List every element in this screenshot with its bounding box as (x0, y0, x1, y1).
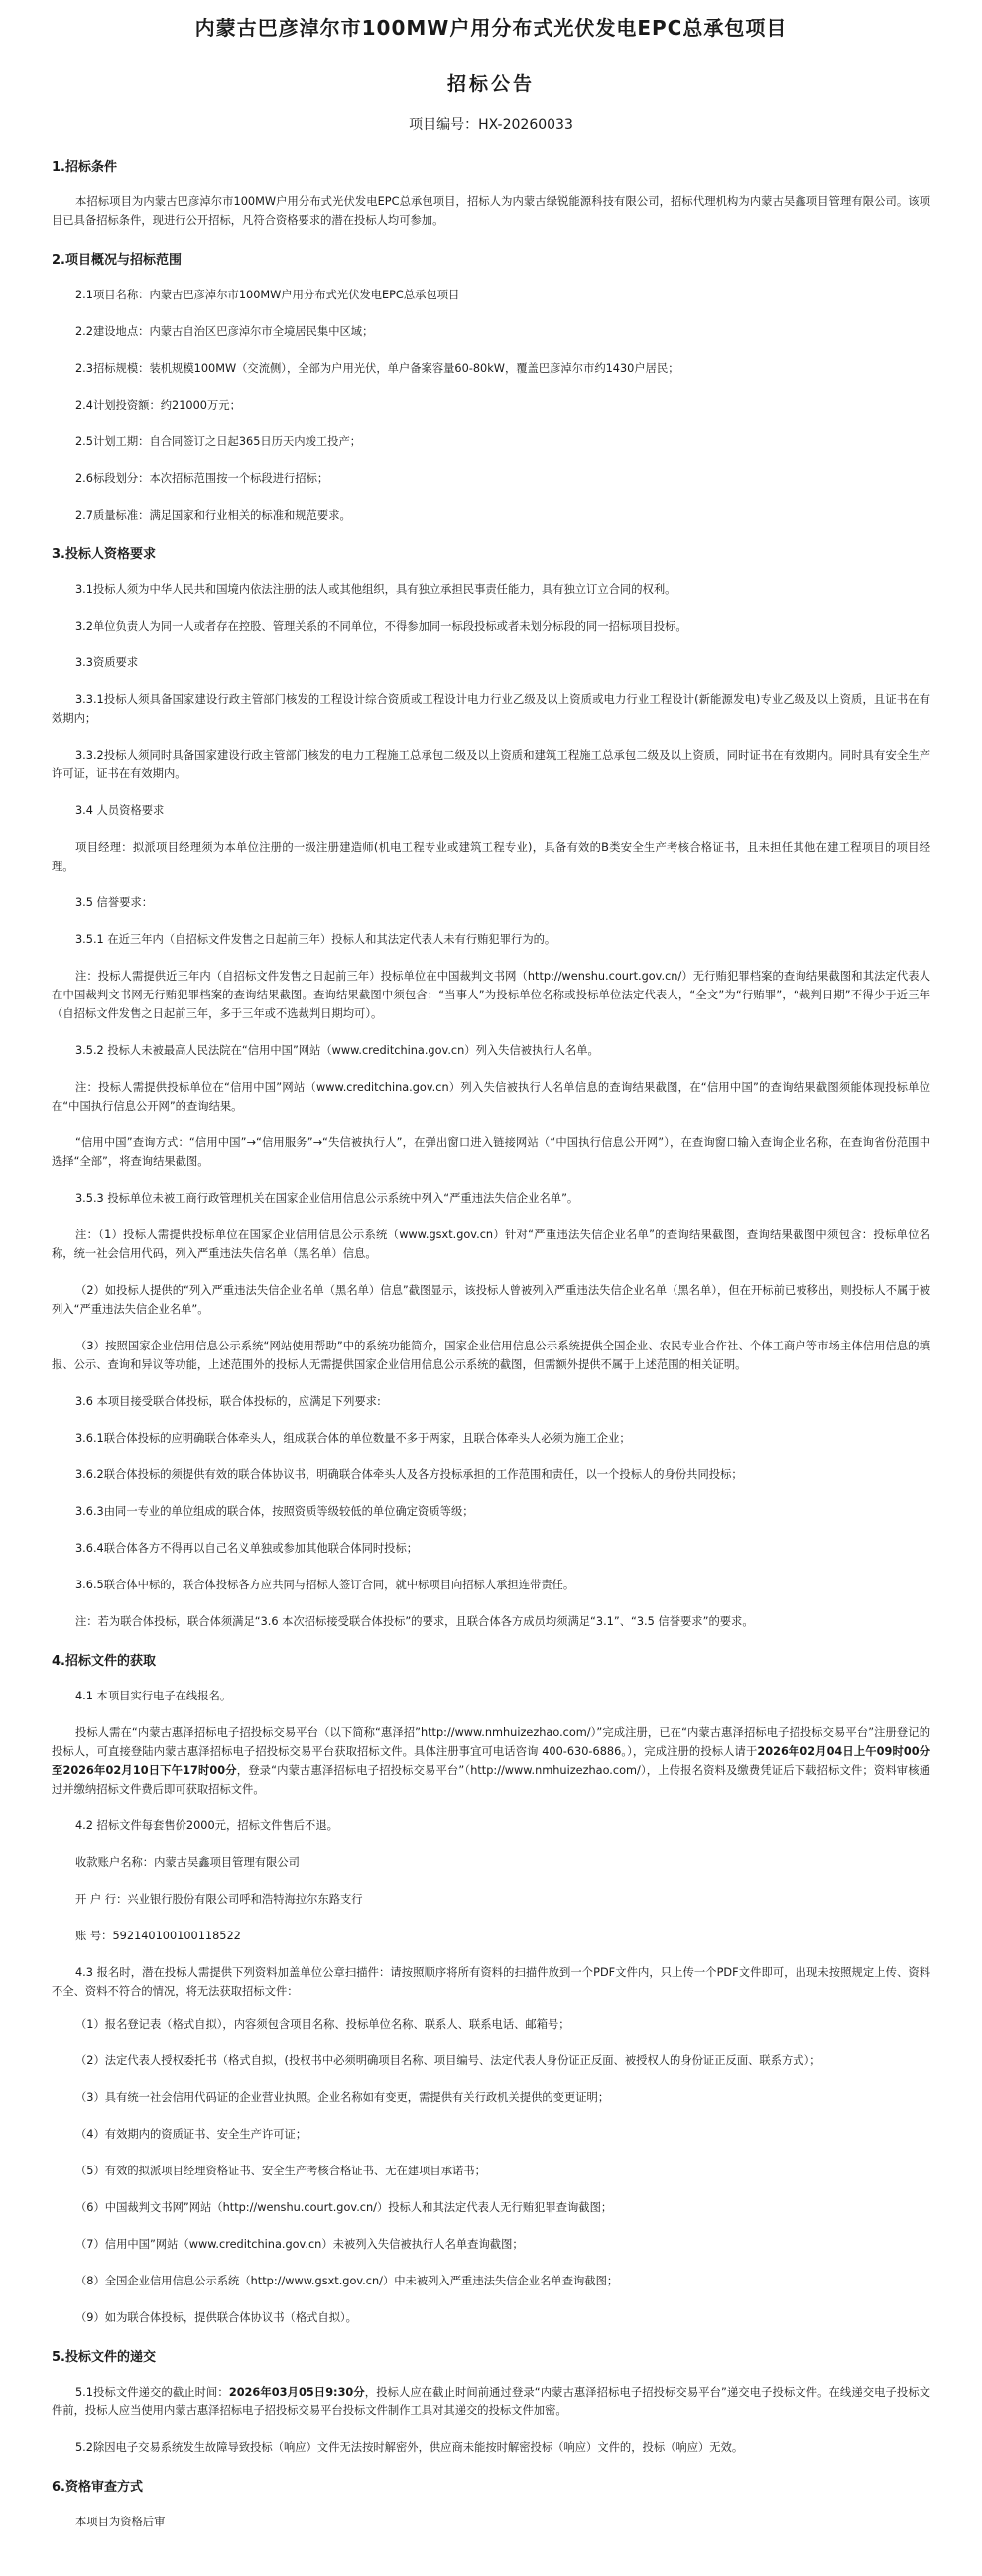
account-number: 账 号：592140100100118522 (75, 1930, 241, 1942)
item-2-1: 2.1项目名称：内蒙古巴彦淖尔市100MW户用分布式光伏发电EPC总承包项目 (75, 289, 460, 301)
item-3-3: 3.3资质要求 (75, 656, 139, 669)
item-3-4-text: 项目经理：拟派项目经理须为本单位注册的一级注册建造师(机电工程专业或建筑工程专业)，具备有效的B类安全生产考核合格证书，且未担任其他在建工程项目的项目经理。 (52, 841, 930, 873)
item-3-6: 3.6 本项目接受联合体投标，联合体投标的，应满足下列要求: (75, 1395, 381, 1408)
item-5-1-c: ，投标人应在截止时间前通过登录“内蒙古惠泽招标电子招投标交易平台”递交电子投标文件。在线递交电子投标文件前，投标人应当使用内蒙古惠泽招标电子招投标交易平台投标文件制作工具对其递交的投标文件加密。 (52, 2386, 931, 2417)
item-2-3: 2.3招标规模：装机规模100MW（交流侧），全部为户用光伏，单户备案容量60-80kW，覆盖巴彦淖尔市约1430户居民； (75, 362, 679, 375)
item-3-4: 3.4 人员资格要求 (75, 804, 165, 817)
item-3-5-1-note: 注：投标人需提供近三年内（自招标文件发售之日起前三年）投标单位在中国裁判文书网（http://wenshu.court.gov.cn/）无行贿犯罪档案的查询结果截图和其法定代表人在中国裁判文书网无行贿犯罪档案的查询结果截图。查询结果截图中须包含：“当事人”为投标单位名称或投标单位法定代表人，“全文”为“行贿罪”，“裁判日期”不得少于近三年（自招标文件发售之日起前三年，多于三年或不选裁判日期均可）。 (52, 970, 931, 1020)
list-item-5: （5）有效的拟派项目经理资格证书、安全生产考核合格证书、无在建项目承诺书； (75, 2165, 486, 2177)
section-6-heading: 6.资格审查方式 (52, 2480, 143, 2495)
section-1-heading: 1.招标条件 (52, 160, 117, 175)
document-subtitle: 招标公告 (446, 73, 535, 95)
item-3-3-2: 3.3.2投标人须同时具备国家建设行政主管部门核发的电力工程施工总承包二级及以上资质和建筑工程施工总承包二级及以上资质，同时证书在有效期内。同时具有安全生产许可证，证书在有效期内。 (52, 749, 930, 780)
account-bank: 开 户 行：兴业银行股份有限公司呼和浩特海拉尔东路支行 (75, 1893, 363, 1906)
item-4-1: 4.1 本项目实行电子在线报名。 (75, 1690, 232, 1702)
item-3-6-4: 3.6.4联合体各方不得再以自己名义单独或参加其他联合体同时投标； (75, 1542, 419, 1555)
item-3-5-2-note-2: “信用中国”查询方式：“信用中国”→“信用服务”→“失信被执行人”，在弹出窗口进入链接网站（“中国执行信息公开网”），在查询窗口输入查询企业名称，在查询省份范围中选择“全部”，将查询结果截图。 (52, 1136, 930, 1168)
project-number: 项目编号：HX-20260033 (409, 117, 573, 133)
registration-period: 2026年02月04日上午09时00分至2026年02月10日下午17时00分 (52, 1745, 930, 1777)
list-item-8: （8）全国企业信用信息公示系统（http://www.gsxt.gov.cn/）中未被列入严重违法失信企业名单查询截图； (75, 2275, 619, 2287)
item-2-4: 2.4计划投资额：约21000万元； (75, 399, 241, 411)
item-2-7: 2.7质量标准：满足国家和行业相关的标准和规范要求。 (75, 509, 351, 522)
item-3-6-1: 3.6.1联合体投标的应明确联合体牵头人，组成联合体的单位数量不多于两家，且联合体牵头人必须为施工企业； (75, 1432, 631, 1445)
item-3-5-3: 3.5.3 投标单位未被工商行政管理机关在国家企业信用信息公示系统中列入“严重违法失信企业名单”。 (75, 1192, 579, 1205)
submission-deadline: 2026年03月05日9:30分 (228, 2386, 365, 2399)
section-4-heading: 4.招标文件的获取 (52, 1654, 156, 1669)
section-5-heading: 5.投标文件的递交 (52, 2350, 156, 2365)
list-item-7: （7）信用中国”网站（www.creditchina.gov.cn）未被列入失信被执行人名单查询截图； (75, 2238, 524, 2251)
item-3-5: 3.5 信誉要求： (75, 896, 154, 909)
item-3-5-2: 3.5.2 投标人未被最高人民法院在“信用中国”网站（www.creditchina.gov.cn）列入失信被执行人名单。 (75, 1044, 599, 1057)
item-3-3-1: 3.3.1投标人须具备国家建设行政主管部门核发的工程设计综合资质或工程设计电力行业乙级及以上资质或电力行业工程设计(新能源发电)专业乙级及以上资质，且证书在有效期内； (52, 693, 930, 725)
item-5-1 (52, 2383, 930, 2420)
list-item-6: （6）中国裁判文书网”网站（http://wenshu.court.gov.cn/）投标人和其法定代表人无行贿犯罪查询截图； (75, 2201, 613, 2214)
item-3-5-3-note-2: （2）如投标人提供的“列入严重违法失信企业名单（黑名单）信息”截图显示，该投标人曾被列入严重违法失信企业名单（黑名单），但在开标前已被移出，则投标人不属于被列入“严重违法失信企业名单”。 (52, 1284, 930, 1316)
item-5-1-a: 5.1投标文件递交的截止时间： (75, 2386, 229, 2399)
item-4-1-text-c: ，登录“内蒙古惠泽招标电子招投标交易平台”（http://www.nmhuizezhao.com/），上传报名资料及缴费凭证后下载招标文件；资料审核通过并缴纳招标文件费后即可获取招标文件。 (52, 1764, 930, 1796)
list-item-9: （9）如为联合体投标，提供联合体协议书（格式自拟）。 (75, 2311, 357, 2324)
item-3-6-3: 3.6.3由同一专业的单位组成的联合体，按照资质等级较低的单位确定资质等级； (75, 1505, 474, 1518)
document-title: 内蒙古巴彦淖尔市100MW户用分布式光伏发电EPC总承包项目 (194, 16, 788, 40)
item-5-2: 5.2除因电子交易系统发生故障导致投标（响应）文件无法按时解密外，供应商未能按时解密投标（响应）文件的，投标（响应）无效。 (75, 2441, 744, 2454)
item-3-5-3-note-3: （3）按照国家企业信用信息公示系统“网站使用帮助”中的系统功能简介，国家企业信用信息公示系统提供全国企业、农民专业合作社、个体工商户等市场主体信用信息的填报、公示、查询和异议等功能，上述范围外的投标人无需提供国家企业信用信息公示系统的截图，但需额外提供不属于上述范围的相关证明。 (52, 1340, 930, 1371)
section-3-heading: 3.投标人资格要求 (52, 547, 156, 562)
item-3-5-1: 3.5.1 在近三年内（自招标文件发售之日起前三年）投标人和其法定代表人未有行贿犯罪行为的。 (75, 933, 556, 946)
item-3-2: 3.2单位负责人为同一人或者存在控股、管理关系的不同单位，不得参加同一标段投标或者未划分标段的同一招标项目投标。 (75, 620, 687, 633)
item-4-1-text (52, 1723, 930, 1799)
item-4-2: 4.2 招标文件每套售价2000元，招标文件售后不退。 (75, 1819, 338, 1832)
item-4-3: 4.3 报名时，潜在投标人需提供下列资料加盖单位公章扫描件：请按照顺序将所有资料的扫描件放到一个PDF文件内，只上传一个PDF文件即可，出现未按照规定上传、资料不全、资料不符合的情况，将无法获取招标文件： (52, 1966, 930, 1998)
item-2-5: 2.5计划工期：自合同签订之日起365日历天内竣工投产； (75, 435, 362, 448)
item-3-6-note: 注：若为联合体投标，联合体须满足“3.6 本次招标接受联合体投标”的要求，且联合体各方成员均须满足“3.1”、“3.5 信誉要求”的要求。 (75, 1615, 754, 1628)
item-2-6: 2.6标段划分：本次招标范围按一个标段进行招标； (75, 472, 329, 485)
account-name: 收款账户名称：内蒙古吴鑫项目管理有限公司 (75, 1856, 300, 1869)
list-item-4: （4）有效期内的资质证书、安全生产许可证； (75, 2128, 307, 2141)
item-3-6-2: 3.6.2联合体投标的须提供有效的联合体协议书，明确联合体牵头人及各方投标承担的工作范围和责任，以一个投标人的身份共同投标； (75, 1468, 743, 1481)
item-3-1: 3.1投标人须为中华人民共和国境内依法注册的法人或其他组织，具有独立承担民事责任能力，具有独立订立合同的权利。 (75, 583, 676, 596)
list-item-1: （1）报名登记表（格式自拟），内容须包含项目名称、投标单位名称、联系人、联系电话、邮箱号； (75, 2018, 570, 2031)
list-item-2: （2）法定代表人授权委托书（格式自拟，(投权书中必须明确项目名称、项目编号、法定代表人身份证正反面、被授权人的身份证正反面、联系方式）； (75, 2054, 821, 2067)
item-6-1: 本项目为资格后审 (75, 2516, 166, 2528)
item-3-5-2-note-1: 注：投标人需提供投标单位在“信用中国”网站（www.creditchina.gov.cn）列入失信被执行人名单信息的查询结果截图，在“信用中国”的查询结果截图须能体现投标单位在“中国执行信息公开网”的查询结果。 (52, 1081, 930, 1112)
item-4-1-text-a: 投标人需在“内蒙古惠泽招标电子招投标交易平台（以下简称“惠泽招”http://www.nmhuizezhao.com/）”完成注册，已在“内蒙古惠泽招标电子招投标交易平台”注册登记的投标人，可直接登陆内蒙古惠泽招标电子招投标交易平台获取招标文件。具体注册事宜可电话咨询 400-630-6886。），完成注册的投标人请于 (52, 1726, 930, 1758)
section-1-paragraph: 本招标项目为内蒙古巴彦淖尔市100MW户用分布式光伏发电EPC总承包项目，招标人为内蒙古绿锐能源科技有限公司，招标代理机构为内蒙古吴鑫项目管理有限公司。该项目已具备招标条件，现进行公开招标，凡符合资格要求的潜在投标人均可参加。 (52, 195, 930, 227)
item-2-2: 2.2建设地点：内蒙古自治区巴彦淖尔市全境居民集中区域； (75, 325, 374, 338)
item-3-5-3-note-1: 注：（1）投标人需提供投标单位在国家企业信用信息公示系统（www.gsxt.gov.cn）针对“严重违法失信企业名单”的查询结果截图，查询结果截图中须包含：投标单位名称，统一社会信用代码，列入严重违法失信名单（黑名单）信息。 (52, 1229, 930, 1260)
list-item-3: （3）具有统一社会信用代码证的企业营业执照。企业名称如有变更，需提供有关行政机关提供的变更证明； (75, 2091, 610, 2104)
section-2-heading: 2.项目概况与招标范围 (52, 253, 182, 268)
item-3-6-5: 3.6.5联合体中标的，联合体投标各方应共同与招标人签订合同，就中标项目向招标人承担连带责任。 (75, 1579, 575, 1591)
